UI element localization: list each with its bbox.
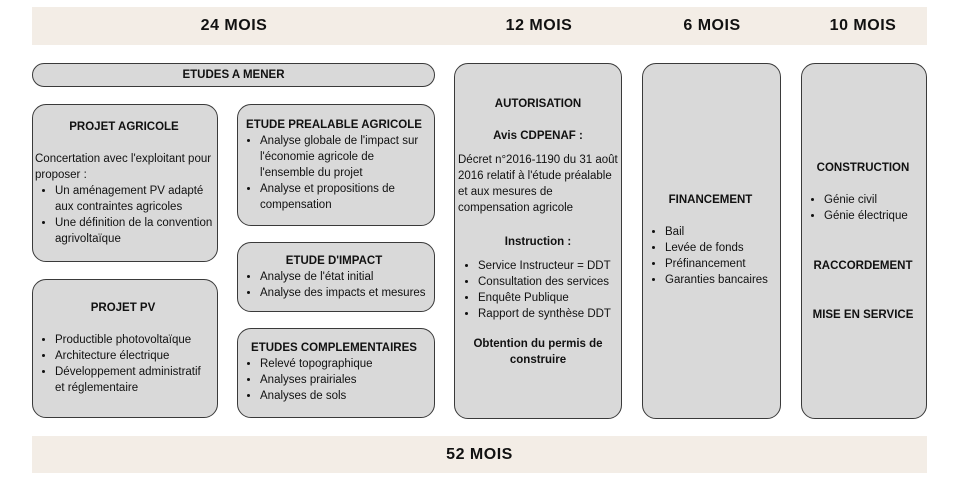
list-item: • Bail xyxy=(665,224,778,240)
list-item: • Préfinancement xyxy=(665,256,778,272)
list-item: • Analyse et propositions de compensation xyxy=(260,181,430,213)
avis-cdpenaf-text: Décret n°2016-1190 du 31 août 2016 relatif à l'étude préalable et aux mesures de compensation agricole xyxy=(458,154,618,214)
phase-duration-financement: 6 MOIS xyxy=(683,17,741,34)
list-item: • Analyses de sols xyxy=(260,388,430,404)
duration-header-band xyxy=(32,7,927,45)
total-duration-band xyxy=(32,436,927,473)
list-item: • Analyse de l'état initial xyxy=(260,269,430,285)
construction-title: CONSTRUCTION xyxy=(816,162,910,174)
list-item: • Enquête Publique xyxy=(478,290,618,306)
projet-pv-title: PROJET PV xyxy=(90,302,156,314)
financement-box xyxy=(642,63,781,419)
phase-duration-etudes: 24 MOIS xyxy=(200,17,268,34)
etude-impact-list xyxy=(238,269,430,301)
phase-duration-autorisation: 12 MOIS xyxy=(505,17,573,34)
raccordement-title: RACCORDEMENT xyxy=(813,260,913,272)
phase-duration-construction: 10 MOIS xyxy=(829,17,897,34)
list-item: • Analyse des impacts et mesures xyxy=(260,285,430,301)
construction-box xyxy=(801,63,927,419)
list-item: • Service Instructeur = DDT xyxy=(478,258,618,274)
etude-prealable-list xyxy=(238,133,430,213)
list-item: • Un aménagement PV adapté aux contraintes agricoles xyxy=(55,183,213,215)
list-item: • Levée de fonds xyxy=(665,240,778,256)
projet-agricole-list xyxy=(35,183,213,247)
projet-agricole-title: PROJET AGRICOLE xyxy=(69,121,179,133)
list-item: • Génie civil xyxy=(824,192,924,208)
list-item: • Développement administratif et réglementaire xyxy=(55,364,213,396)
etudes-complementaires-title: ETUDES COMPLEMENTAIRES xyxy=(251,342,417,354)
avis-cdpenaf-title: Avis CDPENAF : xyxy=(493,130,583,142)
mise-en-service-title: MISE EN SERVICE xyxy=(812,309,914,321)
projet-agricole-box xyxy=(32,104,218,262)
list-item: • Analyses prairiales xyxy=(260,372,430,388)
list-item: • Consultation des services xyxy=(478,274,618,290)
list-item: • Productible photovoltaïque xyxy=(55,332,213,348)
etudes-a-mener-header xyxy=(32,63,435,87)
financement-list xyxy=(643,224,778,288)
projet-pv-list xyxy=(33,332,213,396)
total-duration: 52 MOIS xyxy=(446,445,513,463)
autorisation-title: AUTORISATION xyxy=(494,98,582,110)
construction-list xyxy=(802,192,924,224)
etude-impact-box xyxy=(237,242,435,312)
permis-construire: Obtention du permis de construire xyxy=(473,338,603,366)
instruction-title: Instruction : xyxy=(504,236,572,248)
list-item: • Garanties bancaires xyxy=(665,272,778,288)
list-item: • Une définition de la convention agrivoltaïque xyxy=(55,215,213,247)
etude-impact-title: ETUDE D'IMPACT xyxy=(285,255,383,267)
etudes-complementaires-box xyxy=(237,328,435,418)
list-item: • Génie électrique xyxy=(824,208,924,224)
instruction-list xyxy=(458,258,618,322)
etude-prealable-title: ETUDE PREALABLE AGRICOLE xyxy=(246,119,422,131)
list-item: • Rapport de synthèse DDT xyxy=(478,306,618,322)
projet-pv-box xyxy=(32,279,218,418)
list-item: • Architecture électrique xyxy=(55,348,213,364)
list-item: • Analyse globale de l'impact sur l'économie agricole de l'ensemble du projet xyxy=(260,133,430,181)
etudes-a-mener-title: ETUDES A MENER xyxy=(182,69,285,81)
etudes-complementaires-list xyxy=(238,356,430,404)
autorisation-box xyxy=(454,63,622,419)
list-item: • Relevé topographique xyxy=(260,356,430,372)
projet-agricole-intro: Concertation avec l'exploitant pour proposer : xyxy=(35,153,212,181)
financement-title: FINANCEMENT xyxy=(668,194,753,206)
etude-prealable-box xyxy=(237,104,435,226)
